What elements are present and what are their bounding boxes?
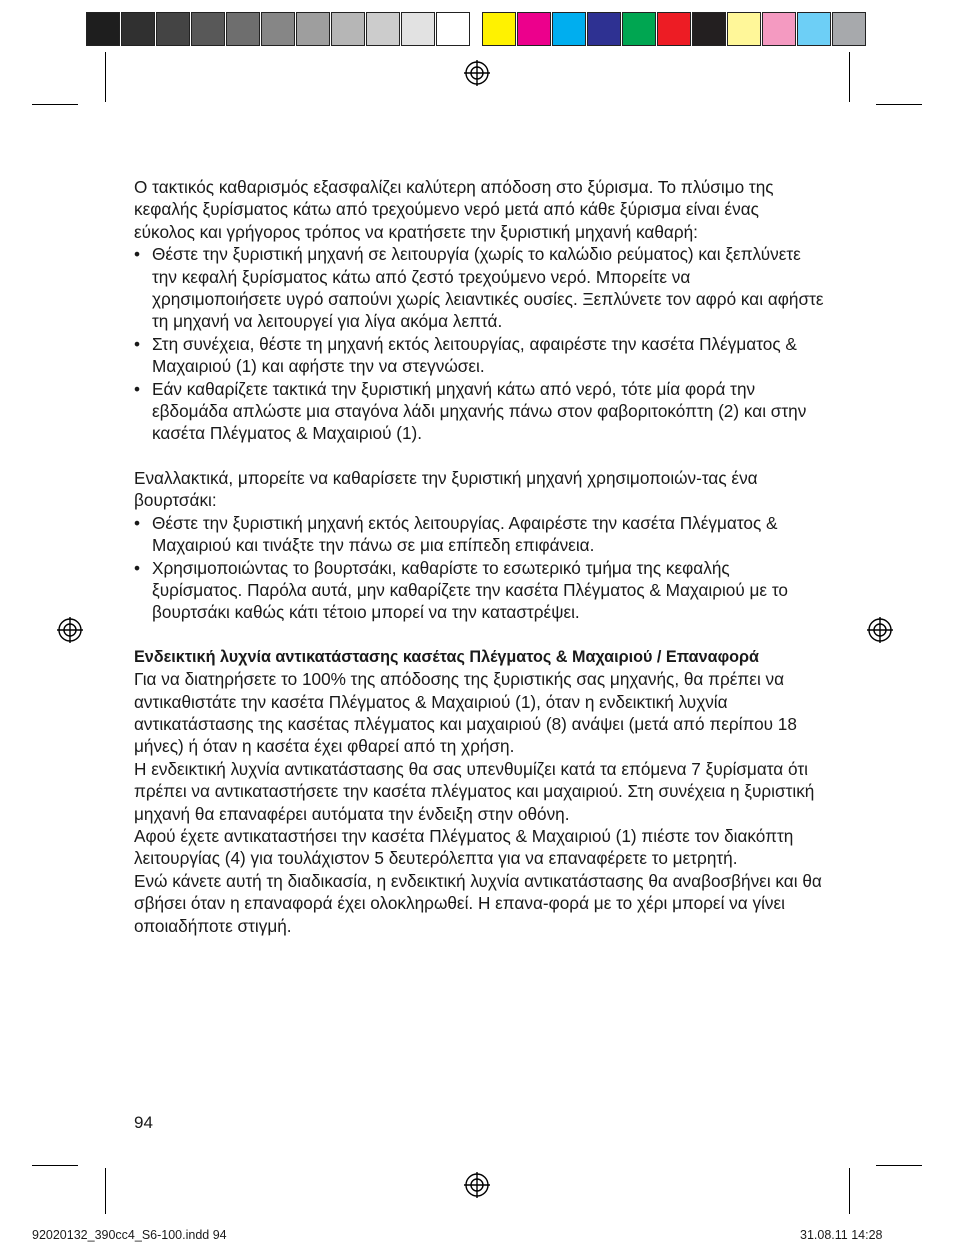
- color-swatch: [762, 12, 796, 46]
- registration-target-icon: [57, 617, 83, 643]
- color-swatch: [622, 12, 656, 46]
- paragraph: Για να διατηρήσετε το 100% της απόδοσης της ξυριστικής σας μηχανής, θα πρέπει να αντικαθιστάτε την κασέτα Πλέγματος & Μαχαιριού (1), όταν η ενδεικτική λυχνία αντικατάστασης της κασέτας πλέγματος και μαχαιριού (8) ανάψει (μετά από περίπου 18 μήνες) ή όταν η κασέτα έχει φθαρεί από τη χρήση.: [134, 669, 797, 757]
- color-swatch: [86, 12, 120, 46]
- page-number: 94: [134, 1113, 153, 1132]
- color-swatch: [482, 12, 516, 46]
- grayscale-color-bar: [86, 12, 471, 46]
- paragraph: Αφού έχετε αντικαταστήσει την κασέτα Πλέγματος & Μαχαιριού (1) πιέστε τον διακόπτη λειτουργίας (4) για τουλάχιστον 5 δευτερόλεπτα για να επαναφέρετε το μετρητή.: [134, 825, 794, 869]
- registration-target-icon: [464, 60, 490, 86]
- color-swatch: [121, 12, 155, 46]
- page-content: [134, 176, 824, 937]
- crop-mark-bottom-right-vertical: [849, 1168, 850, 1214]
- color-swatch: [226, 12, 260, 46]
- color-swatch: [692, 12, 726, 46]
- color-swatch: [517, 12, 551, 46]
- registration-target-icon: [867, 617, 893, 643]
- list-item: • Εάν καθαρίζετε τακτικά την ξυριστική μηχανή κάτω από νερό, τότε μία φορά την εβδομάδα απλώστε μια σταγόνα λάδι μηχανής πάνω στον φαβοριτοκόπτη (2) και στην κασέτα Πλέγματος & Μαχαιριού (1).: [134, 378, 824, 445]
- brush-steps-list: [134, 512, 824, 624]
- list-item: • Χρησιμοποιώντας το βουρτσάκι, καθαρίστε το εσωτερικό τμήμα της κεφαλής ξυρίσματος. Παρόλα αυτά, μην καθαρίζετε την κασέτα Πλέγματος & Μαχαιριού με το βουρτσάκι καθώς κάτι τέτοιο μπορεί να την καταστρέψει.: [134, 557, 824, 624]
- color-swatch: [436, 12, 470, 46]
- crop-mark-top-right-horizontal: [876, 104, 922, 105]
- color-swatch: [797, 12, 831, 46]
- brush-intro: Εναλλακτικά, μπορείτε να καθαρίσετε την ξυριστική μηχανή χρησιμοποιών-τας ένα βουρτσάκι:: [134, 467, 758, 511]
- list-item: • Θέστε την ξυριστική μηχανή εκτός λειτουργίας. Αφαιρέστε την κασέτα Πλέγματος & Μαχαιριού και τινάξτε την πάνω σε μια επίπεδη επιφάνεια.: [134, 512, 824, 557]
- color-swatch: [296, 12, 330, 46]
- color-swatch: [156, 12, 190, 46]
- crop-mark-top-right-vertical: [849, 52, 850, 102]
- cleaning-intro: Ο τακτικός καθαρισμός εξασφαλίζει καλύτερη απόδοση στο ξύρισμα. Το πλύσιμο της κεφαλής ξυρίσματος κάτω από τρεχούμενο νερό μετά από κάθε ξύρισμα είναι ένας εύκολος και γρήγορος τρόπος να κρατήσετε την ξυριστική μηχανή καθαρή:: [134, 177, 774, 242]
- paragraph: Ενώ κάνετε αυτή τη διαδικασία, η ενδεικτική λυχνία αντικατάστασης θα αναβοσβήνει και θα σβήσει όταν η επαναφορά έχει ολοκληρωθεί. Η επανα-φορά με το χέρι μπορεί να γίνει οποιαδήποτε στιγμή.: [134, 870, 822, 936]
- color-swatch: [191, 12, 225, 46]
- crop-mark-bottom-right-horizontal: [876, 1165, 922, 1166]
- color-swatch: [832, 12, 866, 46]
- crop-mark-top-left-vertical: [105, 52, 106, 102]
- color-swatch: [366, 12, 400, 46]
- color-swatch: [587, 12, 621, 46]
- crop-mark-bottom-left-horizontal: [32, 1165, 78, 1166]
- list-item: • Θέστε την ξυριστική μηχανή σε λειτουργία (χωρίς το καλώδιο ρεύματος) και ξεπλύνετε την κεφαλή ξυρίσματος κάτω από ζεστό τρεχούμενο νερό. Μπορείτε να χρησιμοποιήσετε υγρό σαπούνι χωρίς λειαντικές ουσίες. Ξεπλύνετε τον αφρό και αφήστε τη μηχανή να λειτουργεί για λίγα ακόμα λεπτά.: [134, 243, 824, 333]
- paragraph: Η ενδεικτική λυχνία αντικατάστασης θα σας υπενθυμίζει κατά τα επόμενα 7 ξυρίσματα ότι πρέπει να αντικαταστήσετε την κασέτα πλέγματος και μαχαιριού. Στη συνέχεια η ξυριστική μηχανή θα επαναφέρει αυτόματα την ένδειξη στην οθόνη.: [134, 758, 815, 824]
- color-swatch: [331, 12, 365, 46]
- color-swatch: [401, 12, 435, 46]
- cleaning-steps-list: [134, 243, 824, 445]
- section-heading: Ενδεικτική λυχνία αντικατάστασης κασέτας Πλέγματος & Μαχαιριού / Επαναφορά: [134, 647, 760, 666]
- footer-timestamp: 31.08.11 14:28: [800, 1228, 883, 1242]
- crop-mark-bottom-left-vertical: [105, 1168, 106, 1214]
- color-swatch: [727, 12, 761, 46]
- list-item: • Στη συνέχεια, θέστε τη μηχανή εκτός λειτουργίας, αφαιρέστε την κασέτα Πλέγματος & Μαχαιριού (1) και αφήστε την να στεγνώσει.: [134, 333, 824, 378]
- process-color-bar: [482, 12, 867, 46]
- registration-target-icon: [464, 1172, 490, 1198]
- color-swatch: [657, 12, 691, 46]
- color-swatch: [261, 12, 295, 46]
- crop-mark-top-left-horizontal: [32, 104, 78, 105]
- color-swatch: [552, 12, 586, 46]
- footer-file-name: 92020132_390cc4_S6-100.indd 94: [32, 1228, 227, 1242]
